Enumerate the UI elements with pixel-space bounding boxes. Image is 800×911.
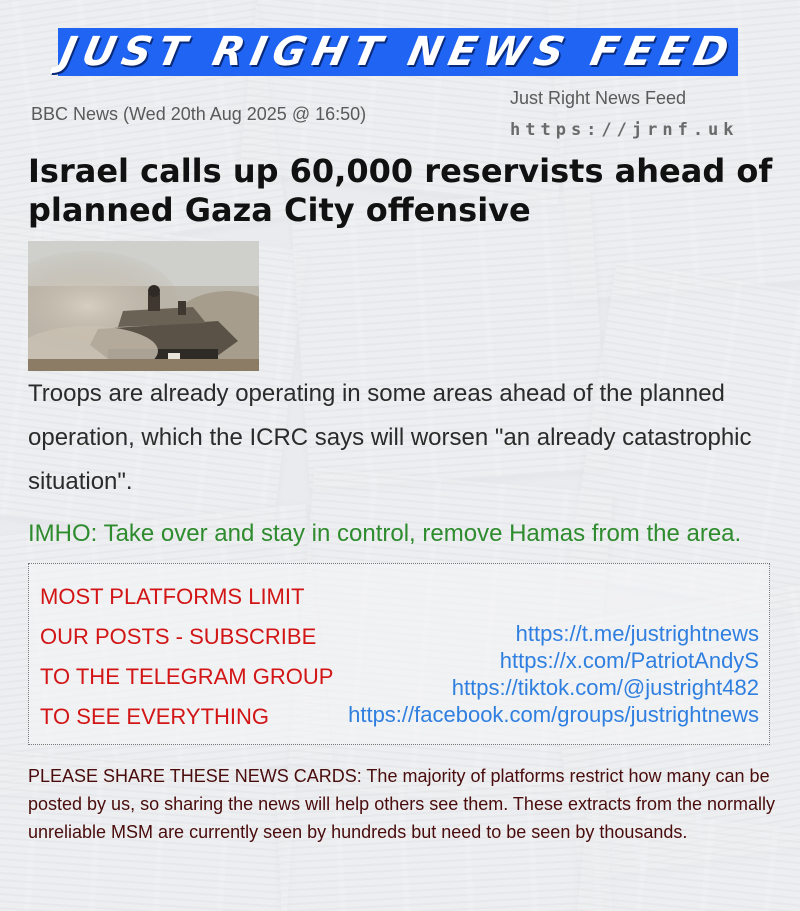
brand-name: Just Right News Feed: [510, 88, 687, 108]
tank-photo-icon: [28, 241, 259, 371]
site-banner: [58, 28, 738, 76]
subscribe-panel: [28, 563, 770, 745]
banner-title: JUST RIGHT NEWS FEED: [56, 29, 740, 75]
subscribe-line: MOST PLATFORMS LIMIT: [40, 584, 305, 609]
tiktok-link[interactable]: https://tiktok.com/@justright482: [451, 675, 759, 700]
article-headline: Israel calls up 60,000 reservists ahead of planned Gaza City offensive: [28, 152, 773, 229]
opinion-comment: IMHO: Take over and stay in control, remove Hamas from the area.: [28, 520, 742, 547]
telegram-link[interactable]: https://t.me/justrightnews: [515, 621, 759, 646]
share-appeal: PLEASE SHARE THESE NEWS CARDS: The majority of platforms restrict how many can be posted by us, so sharing the news will help others see them. These extracts from the normally unreliable MSM are currently seen by hundreds but need to be seen by thousands.: [28, 766, 776, 842]
subscribe-line: OUR POSTS - SUBSCRIBE: [40, 624, 317, 649]
x-link[interactable]: https://x.com/PatriotAndyS: [499, 648, 759, 673]
article-summary: Troops are already operating in some areas ahead of the planned operation, which the ICRC says will worsen "an already catastrophic situation".: [28, 380, 752, 495]
subscribe-message: [40, 577, 340, 737]
subscribe-line: TO SEE EVERYTHING: [40, 704, 270, 729]
subscribe-line: TO THE TELEGRAM GROUP: [40, 664, 334, 689]
article-photo: [28, 241, 259, 371]
facebook-link[interactable]: https://facebook.com/groups/justrightnews: [348, 702, 759, 727]
brand-url[interactable]: https://jrnf.uk: [510, 120, 739, 140]
social-links: [348, 620, 759, 728]
article-source: BBC News (Wed 20th Aug 2025 @ 16:50): [31, 104, 367, 124]
